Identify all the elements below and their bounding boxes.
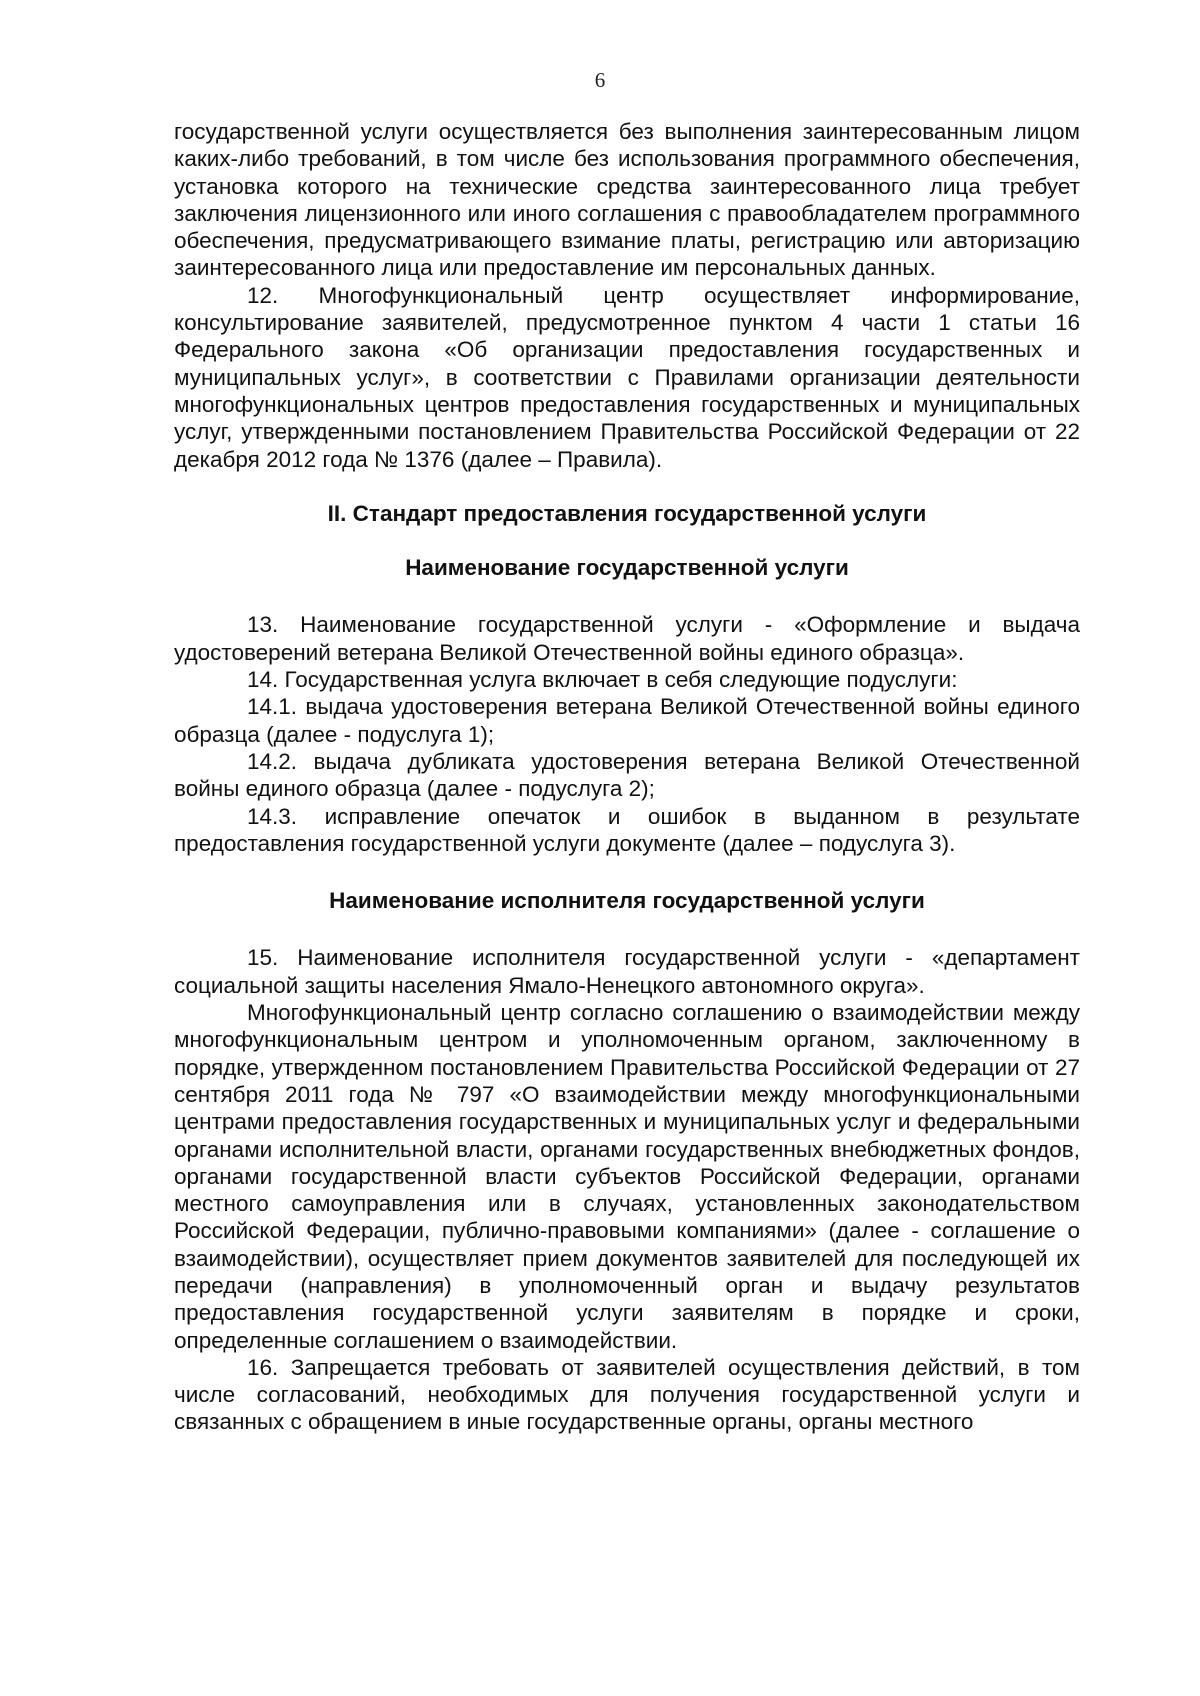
- paragraph-12: 12. Многофункциональный центр осуществляет информирование, консультирование заявителей, предусмотренное пунктом 4 части 1 статьи 16 Федерального закона «Об организации предоставления государственных и муниципальных услуг», в соответствии с Правилами организации деятельности многофункциональных центров предоставления государственных и муниципальных услуг, утвержденными постановлением Правительства Российской Федерации от 22 декабря 2012 года № 1376 (далее – Правила).: [174, 282, 1080, 472]
- paragraph-14-3: 14.3. исправление опечаток и ошибок в выданном в результате предоставления государственной услуги документе (далее – подуслуга 3).: [174, 803, 1080, 856]
- paragraph-13: 13. Наименование государственной услуги - «Оформление и выдача удостоверений ветерана Великой Отечественной войны единого образца».: [174, 612, 1080, 665]
- paragraph-16: 16. Запрещается требовать от заявителей осуществления действий, в том числе согласований, необходимых для получения государственной услуги и связанных с обращением в иные государственные органы, органы местного: [174, 1354, 1080, 1435]
- document-body: [174, 118, 1080, 1436]
- paragraph-14: 14. Государственная услуга включает в себя следующие подуслуги:: [247, 667, 958, 693]
- heading-service-name: Наименование государственной услуги: [405, 555, 849, 581]
- paragraph-14-2: 14.2. выдача дубликата удостоверения ветерана Великой Отечественной войны единого образца (далее - подуслуга 2);: [174, 748, 1080, 802]
- heading-executor: Наименование исполнителя государственной услуги: [329, 888, 925, 914]
- paragraph-14-1: 14.1. выдача удостоверения ветерана Великой Отечественной войны единого образца (далее - подуслуга 1);: [174, 694, 1080, 747]
- paragraph-continuation: государственной услуги осуществляется без выполнения заинтересованным лицом каких-либо требований, в том числе без использования программного обеспечения, установка которого на технические средства заинтересованного лица требует заключения лицензионного или иного соглашения с правообладателем программного обеспечения, предусматривающего взимание платы, регистрацию или авторизацию заинтересованного лица или предоставление им персональных данных.: [174, 119, 1080, 281]
- paragraph-15: 15. Наименование исполнителя государственной услуги - «департамент социальной защиты населения Ямало-Ненецкого автономного округа».: [174, 945, 1080, 998]
- section-title: II. Стандарт предоставления государственной услуги: [327, 500, 927, 526]
- paragraph-mfc: Многофункциональный центр согласно соглашению о взаимодействии между многофункциональным центром и уполномоченным органом, заключенному в порядке, утвержденном постановлением Правительства Российской Федерации от 27 сентября 2011 года № 797 «О взаимодействии между многофункциональными центрами предоставления государственных и муниципальных услуг и федеральными органами исполнительной власти, органами государственных внебюджетных фондов, органами государственной власти субъектов Российской Федерации, органами местного самоуправления или в случаях, установленных законодательством Российской Федерации, публично-правовыми компаниями» (далее - соглашение о взаимодействии), осуществляет прием документов заявителей для последующей их передачи (направления) в уполномоченный орган и выдачу результатов предоставления государственной услуги заявителям в порядке и сроки, определенные соглашением о взаимодействии.: [174, 1000, 1080, 1353]
- page-number: 6: [594, 68, 606, 92]
